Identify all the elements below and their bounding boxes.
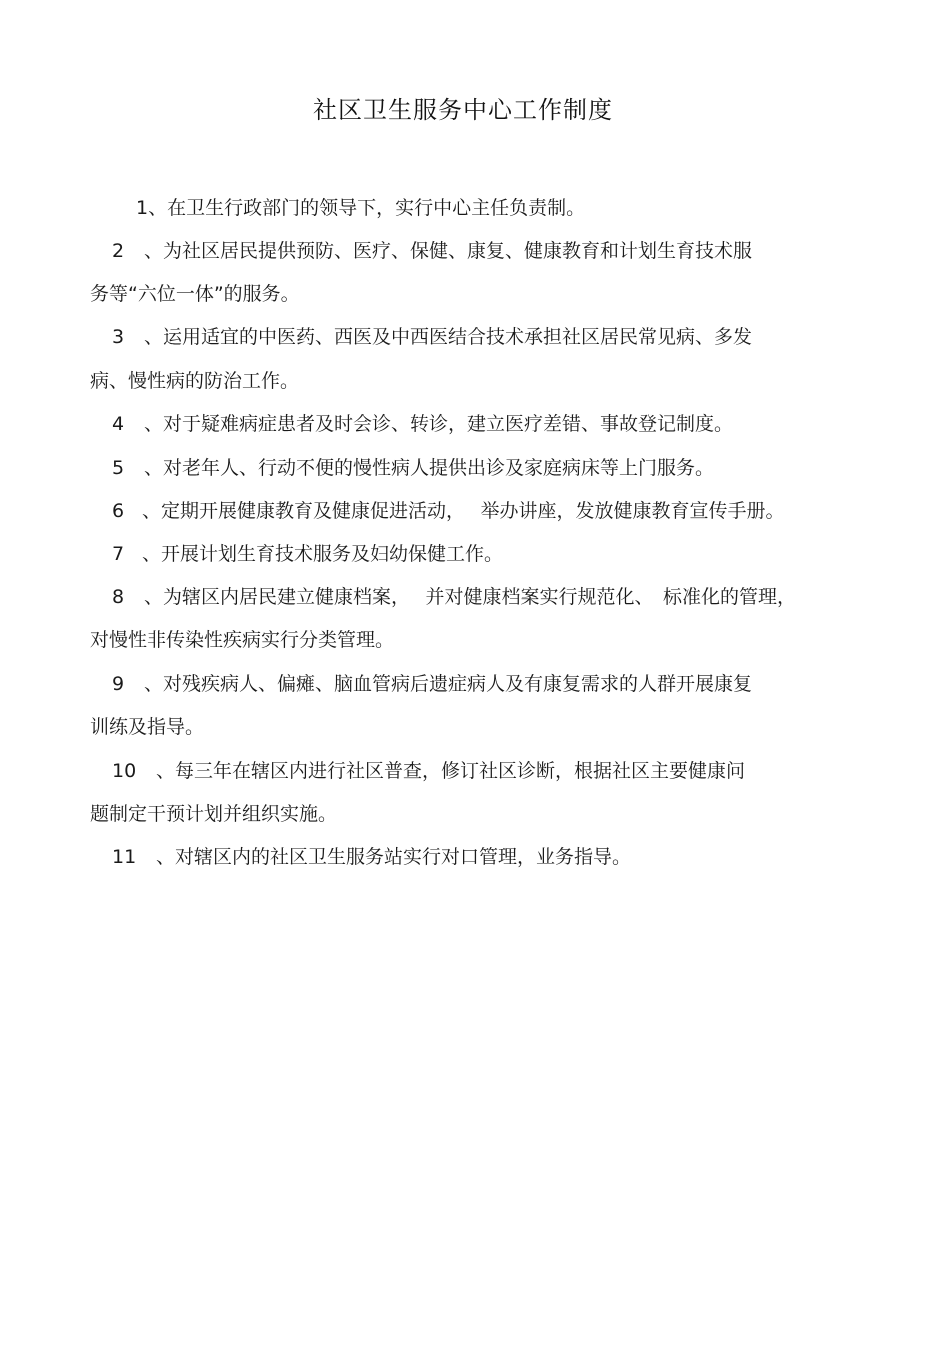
item-text: 、运用适宜的中医药、西医及中西医结合技术承担社区居民常见病、多发 bbox=[144, 326, 753, 348]
list-item-9-continuation: 训练及指导。 bbox=[90, 716, 205, 738]
item-text: 、开展计划生育技术服务及妇幼保健工作。 bbox=[142, 543, 504, 565]
item-number: 8 bbox=[112, 586, 125, 608]
item-text: 、对老年人、行动不便的慢性病人提供出诊及家庭病床等上门服务。 bbox=[144, 457, 715, 479]
item-number: 5 bbox=[112, 457, 125, 479]
item-text: 、在卫生行政部门的领导下，实行中心主任负责制。 bbox=[148, 197, 586, 219]
list-item-5 bbox=[112, 454, 714, 482]
item-number: 6 bbox=[112, 500, 125, 522]
item-number: 7 bbox=[112, 543, 125, 565]
list-item-10-continuation: 题制定干预计划并组织实施。 bbox=[90, 803, 338, 825]
item-number: 3 bbox=[112, 326, 125, 348]
list-item-8 bbox=[112, 583, 796, 611]
item-text: 、定期开展健康教育及健康促进活动， 举办讲座，发放健康教育宣传手册。 bbox=[142, 500, 785, 522]
item-text: 、每三年在辖区内进行社区普查，修订社区诊断，根据社区主要健康问 bbox=[156, 760, 746, 782]
item-text: 、对于疑难病症患者及时会诊、转诊，建立医疗差错、事故登记制度。 bbox=[144, 413, 734, 435]
list-item-10 bbox=[112, 757, 745, 785]
item-text: 、对残疾病人、偏瘫、脑血管病后遗症病人及有康复需求的人群开展康复 bbox=[144, 673, 753, 695]
list-item-7 bbox=[112, 540, 503, 568]
page-title: 社区卫生服务中心工作制度 bbox=[313, 96, 613, 124]
list-item-3 bbox=[112, 323, 752, 351]
item-number: 1 bbox=[136, 197, 149, 219]
list-item-2 bbox=[112, 237, 752, 265]
item-number: 11 bbox=[112, 846, 137, 868]
list-item-4 bbox=[112, 410, 733, 438]
list-item-11 bbox=[112, 843, 631, 871]
item-number: 9 bbox=[112, 673, 125, 695]
item-number: 10 bbox=[112, 760, 137, 782]
list-item-9 bbox=[112, 670, 752, 698]
list-item-1 bbox=[136, 194, 585, 222]
item-text: 、对辖区内的社区卫生服务站实行对口管理，业务指导。 bbox=[156, 846, 632, 868]
item-number: 4 bbox=[112, 413, 125, 435]
list-item-6 bbox=[112, 497, 785, 525]
list-item-3-continuation: 病、慢性病的防治工作。 bbox=[90, 370, 300, 392]
item-number: 2 bbox=[112, 240, 125, 262]
list-item-2-continuation: 务等“六位一体”的服务。 bbox=[90, 283, 300, 305]
list-item-8-continuation: 对慢性非传染性疾病实行分类管理。 bbox=[90, 629, 395, 651]
item-text: 、为社区居民提供预防、医疗、保健、康复、健康教育和计划生育技术服 bbox=[144, 240, 753, 262]
item-text: 、为辖区内居民建立健康档案， 并对健康档案实行规范化、 标准化的管理， bbox=[144, 586, 797, 608]
